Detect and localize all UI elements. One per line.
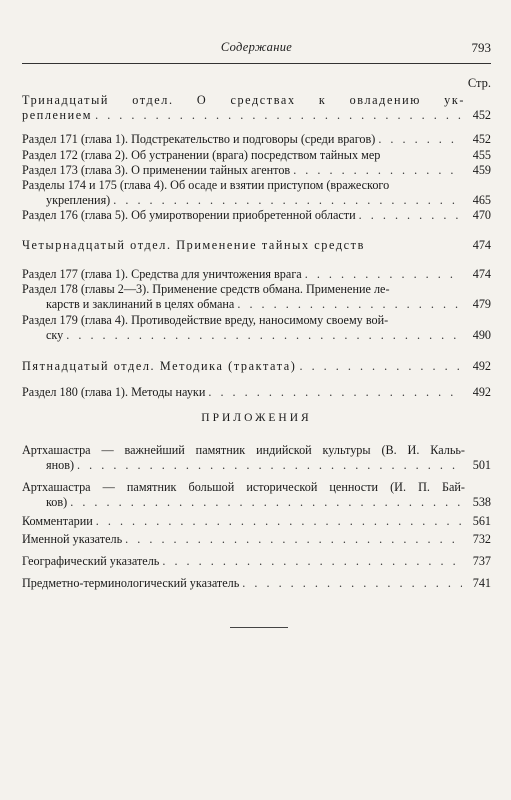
toc-appendix-entry — [22, 532, 491, 547]
toc-entry-text: реплением — [22, 108, 93, 122]
toc-entry — [22, 132, 491, 147]
toc-entry — [22, 163, 491, 178]
toc-entry-page: 459 — [472, 163, 491, 177]
toc-entry-text: Разделы 174 и 175 (глава 4). Об осаде и взятии приступом (вражеского — [22, 178, 390, 192]
toc-entry — [22, 385, 491, 400]
toc-entry-page: 479 — [472, 297, 491, 311]
appendix-heading: ПРИЛОЖЕНИЯ — [201, 412, 312, 424]
toc-entry-text: укрепления) — [46, 193, 111, 207]
toc-entry — [22, 282, 491, 312]
toc-entry-page: 474 — [472, 267, 491, 281]
toc-part-heading — [22, 238, 491, 253]
toc-entry-text: Раздел 173 (глава 3). О применении тайных агентов — [22, 163, 291, 177]
page-number: 793 — [471, 40, 491, 55]
toc-entry-text: Предметно-терминологический указатель — [22, 576, 240, 590]
toc-entry-page: 465 — [472, 193, 491, 207]
toc-entry-page: 737 — [472, 554, 491, 568]
toc-entry-text: Раздел 172 (глава 2). Об устранении (врага) посредством тайных мер — [22, 148, 381, 162]
toc-appendix-entry — [22, 554, 491, 569]
end-rule — [230, 627, 288, 628]
toc-entry-text: Географический указатель — [22, 554, 160, 568]
toc-part-heading — [22, 93, 491, 123]
toc-entry — [22, 313, 491, 343]
page-column-label: Стр. — [467, 76, 491, 90]
toc-entry-text: Раздел 178 (главы 2—3). Применение средств обмана. Применение ле- — [22, 282, 390, 296]
toc-entry — [22, 208, 491, 223]
toc-entry — [22, 267, 491, 282]
toc-entry-text: Раздел 177 (глава 1). Средства для уничтожения врага — [22, 267, 302, 281]
toc-entry-text: Артхашастра — памятник большой исторической ценности (И. П. Бай- — [22, 480, 465, 494]
toc-entry-text: Раздел 171 (глава 1). Подстрекательство и подговоры (среди врагов) — [22, 132, 376, 146]
toc-entry-text: Тринадцатый отдел. О средствах к овладению ук- — [22, 93, 465, 107]
toc-entry-text: Раздел 176 (глава 5). Об умиротворении приобретенной области — [22, 208, 356, 222]
toc-entry-page: 452 — [472, 132, 491, 146]
toc-entry-page: 455 — [472, 148, 491, 162]
toc-entry-text: янов) — [46, 458, 75, 472]
toc-appendix-entry — [22, 514, 491, 529]
toc-entry-text: Пятнадцатый отдел. Методика (трактата) — [22, 359, 297, 373]
toc-entry — [22, 148, 491, 163]
table-of-contents — [22, 0, 491, 800]
toc-entry-text: Четырнадцатый отдел. Применение тайных средств — [22, 238, 365, 252]
toc-entry-page: 474 — [472, 238, 491, 252]
running-title: Содержание — [220, 40, 293, 54]
toc-entry-text: Раздел 180 (глава 1). Методы науки — [22, 385, 206, 399]
toc-entry-page: 492 — [472, 385, 491, 399]
toc-entry-text: Артхашастра — важнейший памятник индийской культуры (В. И. Кальь- — [22, 443, 465, 457]
toc-entry-page: 538 — [472, 495, 491, 509]
toc-appendix-entry — [22, 443, 491, 473]
toc-entry-text: Именной указатель — [22, 532, 123, 546]
toc-entry-page: 492 — [472, 359, 491, 373]
toc-entry-page: 490 — [472, 328, 491, 342]
toc-entry-text: ску — [46, 328, 64, 342]
toc-appendix-entry — [22, 576, 491, 591]
toc-entry-text: Комментарии — [22, 514, 93, 528]
toc-entry-page: 470 — [472, 208, 491, 222]
toc-entry-text: ков) — [46, 495, 68, 509]
toc-entry-page: 561 — [472, 514, 491, 528]
toc-entry — [22, 178, 491, 208]
toc-entry-page: 741 — [472, 576, 491, 590]
toc-entry-text: Раздел 179 (глава 4). Противодействие вреду, наносимому своему вой- — [22, 313, 389, 327]
toc-appendix-entry — [22, 480, 491, 510]
toc-entry-page: 452 — [472, 108, 491, 122]
toc-entry-page: 732 — [472, 532, 491, 546]
toc-part-heading — [22, 359, 491, 374]
toc-entry-text: карств и заклинаний в целях обмана — [46, 297, 235, 311]
toc-entry-page: 501 — [472, 458, 491, 472]
